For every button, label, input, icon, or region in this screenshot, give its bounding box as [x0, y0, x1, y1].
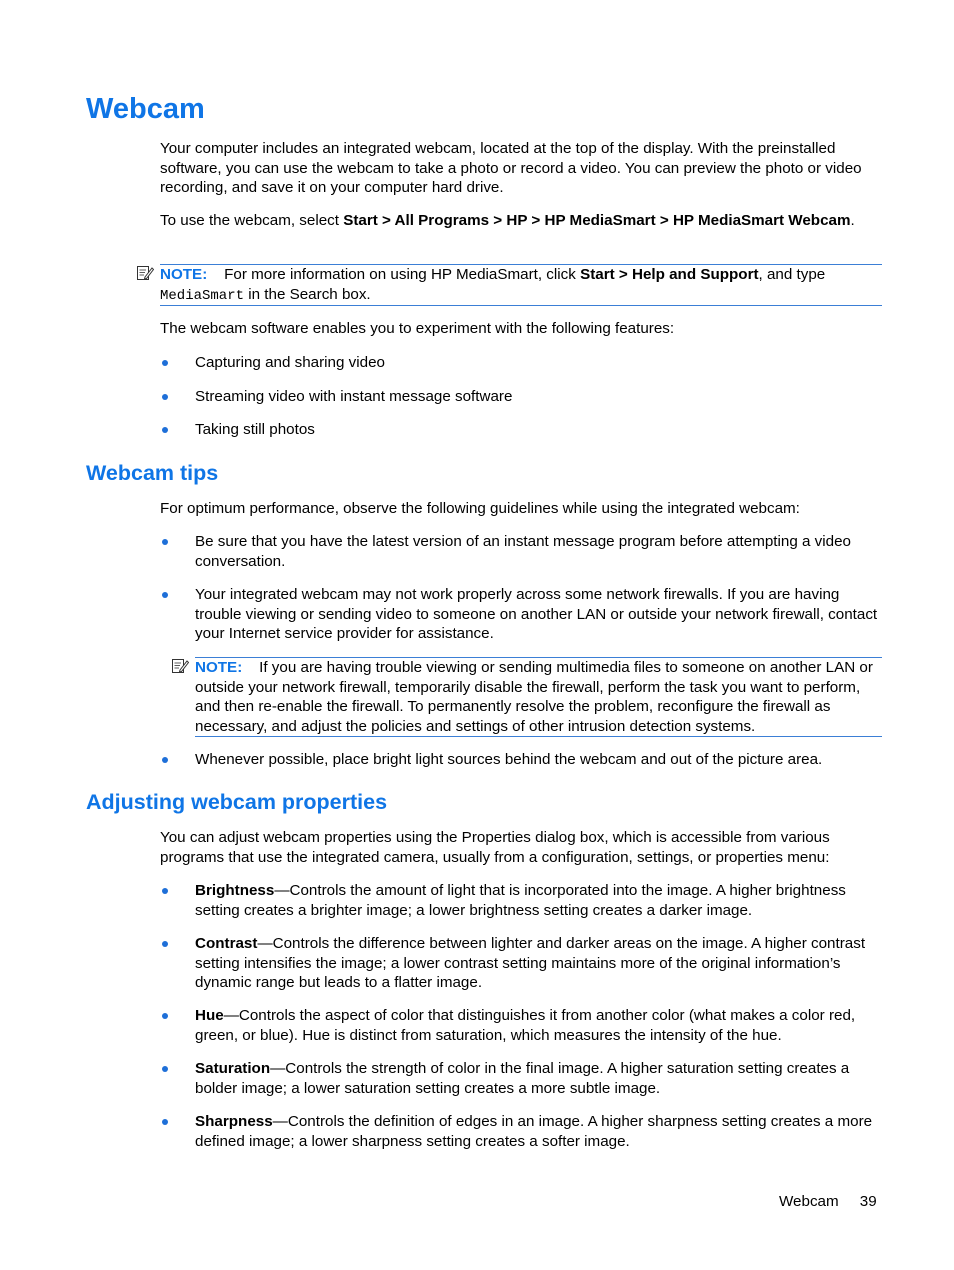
property-desc: —Controls the aspect of color that distinguishes it from another color (what makes a color red, green, or blue). Hue is distinct from saturation, which measures the intensity of the hue. [195, 1007, 856, 1044]
bullet-dot-icon [162, 757, 168, 763]
property-term: Contrast [195, 935, 258, 952]
footer-section: Webcam [779, 1193, 839, 1210]
tip-item: Be sure that you have the latest version of an instant message program before attempting a video conversation. [195, 533, 851, 570]
bullet-dot-icon [162, 1119, 168, 1125]
tip-item: Whenever possible, place bright light sources behind the webcam and out of the picture area. [195, 751, 823, 768]
section-heading-properties: Adjusting webcam properties [86, 790, 388, 814]
property-item-contrast [195, 934, 885, 993]
property-term: Hue [195, 1007, 224, 1024]
property-item-saturation [195, 1059, 885, 1098]
note-code: MediaSmart [160, 287, 245, 304]
bullet-dot-icon [162, 394, 168, 400]
note-label: NOTE: [195, 659, 243, 676]
bullet-dot-icon [162, 941, 168, 947]
instructions-suffix: . [850, 212, 855, 229]
feature-item: Capturing and sharing video [195, 354, 385, 371]
feature-item: Taking still photos [195, 421, 315, 438]
note-text-a: For more information on using HP MediaSmart, click [224, 266, 581, 283]
note-label: NOTE: [160, 266, 208, 283]
instructions-text: To use the webcam, select [160, 212, 344, 229]
note-menu-path: Start > Help and Support [580, 266, 759, 283]
page-number: 39 [859, 1193, 877, 1210]
property-desc: —Controls the difference between lighter and darker areas on the image. A higher contrast setting intensifies the image; a lower contrast setting maintains more of the original information’s dynamic range but leads to a flatter image. [195, 935, 866, 992]
property-desc: —Controls the amount of light that is incorporated into the image. A higher brightness setting creates a brighter image; a lower brightness setting creates a darker image. [195, 882, 846, 919]
tips-note-text [195, 658, 883, 736]
note-pencil-icon [136, 264, 154, 282]
bullet-dot-icon [162, 360, 168, 366]
property-term: Sharpness [195, 1113, 273, 1130]
note-text-c: in the Search box. [244, 285, 371, 303]
menu-path: Start > All Programs > HP > HP MediaSmart > HP MediaSmart Webcam [343, 212, 851, 229]
intro-instructions [160, 211, 882, 231]
features-lead: The webcam software enables you to experiment with the following features: [160, 320, 675, 337]
page-footer [779, 1192, 877, 1212]
page-title: Webcam [86, 93, 205, 125]
section-heading-tips: Webcam tips [86, 461, 219, 485]
property-item-hue [195, 1006, 885, 1045]
property-item-brightness [195, 881, 885, 920]
property-term: Saturation [195, 1060, 271, 1077]
note-text-b: , and type [758, 266, 826, 283]
property-item-sharpness [195, 1112, 885, 1151]
feature-item: Streaming video with instant message software [195, 388, 513, 405]
note-pencil-icon [171, 657, 189, 675]
bullet-dot-icon [162, 888, 168, 894]
bullet-dot-icon [162, 539, 168, 545]
tip-item: Your integrated webcam may not work properly across some network firewalls. If you are having trouble viewing or sending video to someone on another LAN or outside your network firewall, contact your Internet service provider for assistance. [195, 586, 878, 643]
property-desc: —Controls the strength of color in the final image. A higher saturation setting creates a bolder image; a lower saturation setting creates a more subtle image. [195, 1060, 850, 1097]
bullet-dot-icon [162, 427, 168, 433]
bullet-dot-icon [162, 1013, 168, 1019]
property-desc: —Controls the definition of edges in an image. A higher sharpness setting creates a more defined image; a lower sharpness setting creates a softer image. [195, 1113, 873, 1150]
note-text [160, 265, 882, 306]
properties-lead: You can adjust webcam properties using the Properties dialog box, which is accessible from various programs that use the integrated camera, usually from a configuration, settings, or properties menu: [160, 829, 830, 866]
intro-paragraph: Your computer includes an integrated webcam, located at the top of the display. With the preinstalled software, you can use the webcam to take a photo or record a video. You can preview the photo or video recording, and save it on your computer hard drive. [160, 140, 862, 197]
note-body: If you are having trouble viewing or sending multimedia files to someone on another LAN or outside your network firewall, temporarily disable the firewall, perform the task you want to perform, and then re-enable the firewall. To permanently resolve the problem, reconfigure the firewall as necessary, and adjust the policies and settings of other intrusion detection systems. [195, 659, 873, 735]
bullet-dot-icon [162, 592, 168, 598]
tips-lead: For optimum performance, observe the following guidelines while using the integrated webcam: [160, 500, 800, 517]
bullet-dot-icon [162, 1066, 168, 1072]
property-term: Brightness [195, 882, 275, 899]
